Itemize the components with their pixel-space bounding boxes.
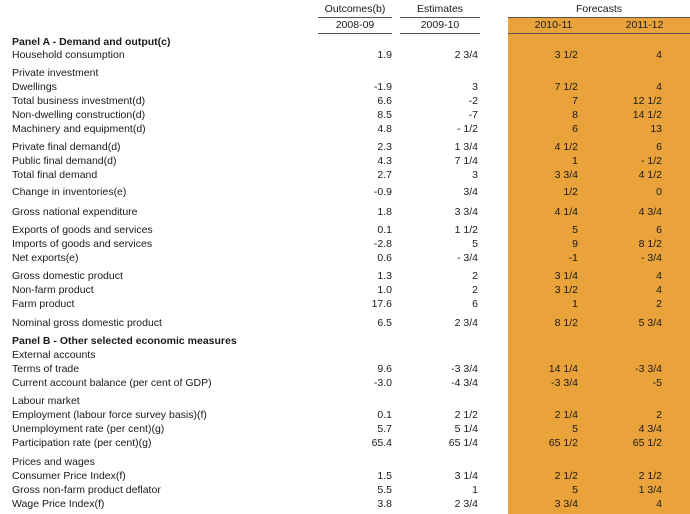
cell-value: 3.8 xyxy=(377,498,392,510)
header-rule-forecasts xyxy=(508,17,690,18)
header-estimates: Estimates xyxy=(416,3,464,15)
cell-value: 8 1/2 xyxy=(638,238,662,250)
header-outcomes: Outcomes(b) xyxy=(324,3,386,15)
cell-value: -1 xyxy=(568,252,578,264)
table-row xyxy=(0,497,690,511)
cell-value: 1 1/2 xyxy=(454,224,478,236)
cell-value: 0.1 xyxy=(377,409,392,421)
cell-value: 12 1/2 xyxy=(632,95,662,107)
cell-value: 65 1/2 xyxy=(632,437,662,449)
subheader-rule-forecasts xyxy=(508,33,690,34)
header-rule-outcomes xyxy=(318,17,392,18)
cell-value: 1.9 xyxy=(377,49,392,61)
row-label: Non-dwelling construction(d) xyxy=(12,109,146,121)
table-row xyxy=(0,283,690,297)
row-label: External accounts xyxy=(12,349,96,361)
table-row xyxy=(0,422,690,436)
cell-value: 2 1/2 xyxy=(554,470,578,482)
table-row xyxy=(0,376,690,390)
row-label: Terms of trade xyxy=(12,363,80,375)
cell-value: 8 xyxy=(572,109,578,121)
cell-value: 1/2 xyxy=(563,186,578,198)
table-row xyxy=(0,185,690,199)
cell-value: -3 3/4 xyxy=(551,377,578,389)
cell-value: 13 xyxy=(650,123,662,135)
cell-value: 4 xyxy=(656,284,662,296)
cell-value: 4.3 xyxy=(377,155,392,167)
row-label: Change in inventories(e) xyxy=(12,186,127,198)
row-label: Machinery and equipment(d) xyxy=(12,123,146,135)
row-label: Gross domestic product xyxy=(12,270,123,282)
table-row xyxy=(0,35,690,49)
year-2011-12: 2011-12 xyxy=(625,19,664,31)
table-row xyxy=(0,362,690,376)
cell-value: 4 xyxy=(656,49,662,61)
row-label: Wage Price Index(f) xyxy=(12,498,105,510)
row-label: Total final demand xyxy=(12,169,98,181)
cell-value: 3 1/4 xyxy=(554,270,578,282)
table-row xyxy=(0,168,690,182)
cell-value: 1.8 xyxy=(377,206,392,218)
cell-value: 3/4 xyxy=(463,186,478,198)
cell-value: 2 3/4 xyxy=(454,49,478,61)
row-label: Gross non-farm product deflator xyxy=(12,484,161,496)
table-row xyxy=(0,334,690,348)
cell-value: 4 1/2 xyxy=(638,169,662,181)
cell-value: 65 1/4 xyxy=(448,437,478,449)
cell-value: -2.8 xyxy=(373,238,392,250)
panel-heading: Panel B - Other selected economic measures xyxy=(12,335,237,347)
table-row xyxy=(0,436,690,450)
cell-value: 14 1/4 xyxy=(548,363,578,375)
cell-value: 2.3 xyxy=(377,141,392,153)
cell-value: 4 1/2 xyxy=(554,141,578,153)
cell-value: 1.5 xyxy=(377,470,392,482)
table-row xyxy=(0,122,690,136)
cell-value: 2 1/2 xyxy=(454,409,478,421)
row-label: Participation rate (per cent)(g) xyxy=(12,437,152,449)
cell-value: -4 3/4 xyxy=(451,377,478,389)
row-label: Unemployment rate (per cent)(g) xyxy=(12,423,165,435)
table-row xyxy=(0,408,690,422)
cell-value: 5 xyxy=(572,224,578,236)
row-label: Dwellings xyxy=(12,81,57,93)
cell-value: 3 1/2 xyxy=(554,49,578,61)
table-row xyxy=(0,394,690,408)
subheader-rule-outcomes xyxy=(318,33,392,34)
cell-value: -3 3/4 xyxy=(451,363,478,375)
row-label: Private final demand(d) xyxy=(12,141,121,153)
table-row xyxy=(0,455,690,469)
cell-value: 4 xyxy=(656,498,662,510)
year-2010-11: 2010-11 xyxy=(534,19,573,31)
row-label: Household consumption xyxy=(12,49,125,61)
cell-value: 1 xyxy=(572,155,578,167)
row-label: Public final demand(d) xyxy=(12,155,117,167)
cell-value: 6 xyxy=(472,298,478,310)
cell-value: 65.4 xyxy=(371,437,392,449)
table-row xyxy=(0,66,690,80)
cell-value: 6 xyxy=(656,224,662,236)
cell-value: 3 3/4 xyxy=(554,169,578,181)
table-row xyxy=(0,316,690,330)
cell-value: 3 xyxy=(472,81,478,93)
cell-value: 3 1/2 xyxy=(554,284,578,296)
cell-value: 5 xyxy=(572,423,578,435)
cell-value: 2 xyxy=(472,284,478,296)
row-label: Gross national expenditure xyxy=(12,206,138,218)
cell-value: 2 1/2 xyxy=(638,470,662,482)
cell-value: 5 1/4 xyxy=(454,423,478,435)
cell-value: 1 xyxy=(472,484,478,496)
cell-value: 9 xyxy=(572,238,578,250)
table-row xyxy=(0,94,690,108)
cell-value: 6.6 xyxy=(377,95,392,107)
cell-value: 7 1/2 xyxy=(554,81,578,93)
cell-value: 4 xyxy=(656,270,662,282)
table-row xyxy=(0,297,690,311)
year-2008-09: 2008-09 xyxy=(335,19,375,31)
cell-value: 6 xyxy=(656,141,662,153)
cell-value: 2 xyxy=(656,409,662,421)
cell-value: -2 xyxy=(468,95,478,107)
cell-value: - 3/4 xyxy=(456,252,478,264)
table-row xyxy=(0,223,690,237)
table-row xyxy=(0,269,690,283)
cell-value: 4 1/4 xyxy=(554,206,578,218)
cell-value: 5 3/4 xyxy=(638,317,662,329)
cell-value: 3 3/4 xyxy=(454,206,478,218)
cell-value: 2 xyxy=(656,298,662,310)
header-rule-estimates xyxy=(400,17,480,18)
cell-value: - 1/2 xyxy=(640,155,662,167)
row-label: Current account balance (per cent of GDP) xyxy=(12,377,212,389)
cell-value: 4 3/4 xyxy=(638,206,662,218)
cell-value: 2 3/4 xyxy=(454,317,478,329)
cell-value: 1 xyxy=(572,298,578,310)
row-label: Prices and wages xyxy=(12,456,95,468)
cell-value: -7 xyxy=(468,109,478,121)
cell-value: -1.9 xyxy=(373,81,392,93)
cell-value: 9.6 xyxy=(377,363,392,375)
cell-value: 5 xyxy=(572,484,578,496)
subheader-rule-estimates xyxy=(400,33,480,34)
row-label: Non-farm product xyxy=(12,284,94,296)
cell-value: -5 xyxy=(652,377,662,389)
cell-value: 0.1 xyxy=(377,224,392,236)
row-label: Exports of goods and services xyxy=(12,224,153,236)
cell-value: -0.9 xyxy=(373,186,392,198)
cell-value: 7 1/4 xyxy=(454,155,478,167)
cell-value: 3 1/4 xyxy=(454,470,478,482)
table-row xyxy=(0,469,690,483)
header-forecasts: Forecasts xyxy=(575,3,623,15)
cell-value: 2 xyxy=(472,270,478,282)
cell-value: 7 xyxy=(572,95,578,107)
cell-value: 8 1/2 xyxy=(554,317,578,329)
table-row xyxy=(0,154,690,168)
cell-value: 65 1/2 xyxy=(548,437,578,449)
cell-value: 17.6 xyxy=(371,298,392,310)
cell-value: 1.3 xyxy=(377,270,392,282)
table-row xyxy=(0,205,690,219)
row-label: Farm product xyxy=(12,298,75,310)
cell-value: 3 3/4 xyxy=(554,498,578,510)
row-label: Imports of goods and services xyxy=(12,238,153,250)
cell-value: 8.5 xyxy=(377,109,392,121)
cell-value: 1.0 xyxy=(377,284,392,296)
table-row xyxy=(0,348,690,362)
cell-value: 5.5 xyxy=(377,484,392,496)
table-row xyxy=(0,237,690,251)
row-label: Net exports(e) xyxy=(12,252,79,264)
cell-value: - 1/2 xyxy=(456,123,478,135)
table-row xyxy=(0,140,690,154)
cell-value: 4 3/4 xyxy=(638,423,662,435)
year-2009-10: 2009-10 xyxy=(420,19,460,31)
table-row xyxy=(0,48,690,62)
table-row xyxy=(0,80,690,94)
row-label: Employment (labour force survey basis)(f) xyxy=(12,409,207,421)
cell-value: 3 xyxy=(472,169,478,181)
cell-value: 6 xyxy=(572,123,578,135)
cell-value: 4 xyxy=(656,81,662,93)
cell-value: -3.0 xyxy=(373,377,392,389)
cell-value: 2.7 xyxy=(377,169,392,181)
cell-value: - 3/4 xyxy=(640,252,662,264)
row-label: Private investment xyxy=(12,67,99,79)
cell-value: 0 xyxy=(656,186,662,198)
cell-value: 2 1/4 xyxy=(554,409,578,421)
cell-value: 2 3/4 xyxy=(454,498,478,510)
table-row xyxy=(0,251,690,265)
row-label: Nominal gross domestic product xyxy=(12,317,162,329)
row-label: Consumer Price Index(f) xyxy=(12,470,126,482)
cell-value: -3 3/4 xyxy=(635,363,662,375)
panel-heading: Panel A - Demand and output(c) xyxy=(12,36,171,48)
cell-value: 1 3/4 xyxy=(454,141,478,153)
cell-value: 5 xyxy=(472,238,478,250)
cell-value: 1 3/4 xyxy=(638,484,662,496)
cell-value: 14 1/2 xyxy=(632,109,662,121)
cell-value: 6.5 xyxy=(377,317,392,329)
table-row xyxy=(0,108,690,122)
cell-value: 5.7 xyxy=(377,423,392,435)
cell-value: 0.6 xyxy=(377,252,392,264)
row-label: Labour market xyxy=(12,395,80,407)
cell-value: 4.8 xyxy=(377,123,392,135)
row-label: Total business investment(d) xyxy=(12,95,146,107)
table-row xyxy=(0,483,690,497)
